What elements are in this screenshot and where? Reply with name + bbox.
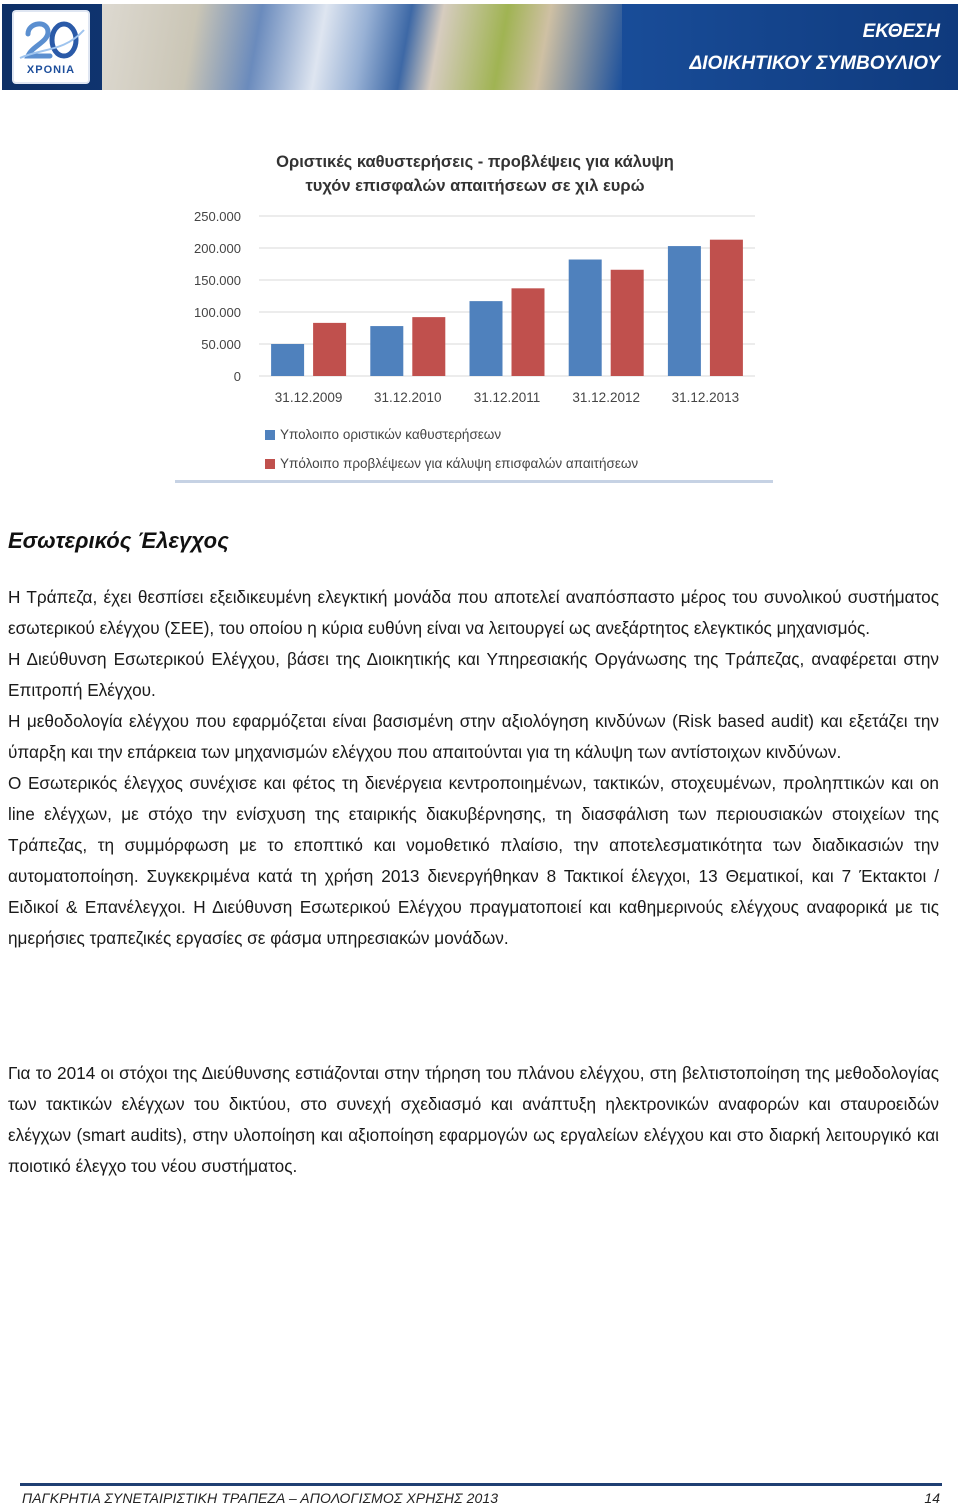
y-tick-label: 250.000 [194, 209, 241, 224]
section-goals [8, 1058, 939, 1182]
bar-arrears-31.12.2010 [370, 326, 403, 376]
x-tick-label: 31.12.2010 [374, 390, 442, 405]
paragraph: Η μεθοδολογία ελέγχου που εφαρμόζεται είναι βασισμένη στην αξιολόγηση κινδύνων (Risk based audit) και εξετάζει την ύπαρξη και την επάρκεια των μηχανισμών ελέγχου που απαιτούνται για τη κάλυψη των αντίστοιχων κινδύνων. [8, 711, 939, 762]
chart-plot [175, 130, 773, 420]
paragraph: Η Τράπεζα, έχει θεσπίσει εξειδικευμένη ελεγκτική μονάδα που αποτελεί αναπόσπαστο μέρος του συνολικού συστήματος εσωτερικού ελέγχου (ΣΕΕ), του οποίου η κύρια ευθύνη είναι να λειτουργεί ως ανεξάρτητος ελεγκτικός μηχανισμός. [8, 587, 939, 638]
x-tick-label: 31.12.2012 [572, 390, 640, 405]
y-tick-label: 50.000 [201, 337, 241, 352]
bar-arrears-31.12.2011 [470, 301, 503, 376]
bar-provisions-31.12.2010 [412, 317, 445, 376]
logo-text: ΧΡΟΝΙΑ [26, 64, 76, 76]
chart-legend [265, 420, 638, 478]
bar-provisions-31.12.2009 [313, 323, 346, 376]
bar-arrears-31.12.2013 [668, 246, 701, 376]
logo-20-icon [14, 12, 88, 64]
bar-provisions-31.12.2013 [710, 240, 743, 376]
x-tick-label: 31.12.2013 [671, 390, 740, 405]
report-title-line2: ΔΙΟΙΚΗΤΙΚΟΥ ΣΥΜΒΟΥΛΙΟΥ [689, 53, 940, 74]
paragraph: Ο Εσωτερικός έλεγχος συνέχισε και φέτος τη διενέργεια κεντροποιημένων, τακτικών, στοχευμένων, προληπτικών και on line ελέγχων, με στόχο την ενίσχυση της εταιρικής διακυβέρνησης, τη διασφάλιση των περιουσιακών στοιχείων της Τράπεζας, τη συμμόρφωση με το εποπτικό και νομοθετικό πλαίσιο, την αποτελεσματικότητα των διαδικασιών την αυτοματοποίηση. Συγκεκριμένα κατά τη χρήση 2013 διενεργήθηκαν 8 Τακτικοί έλεγχοι, 13 Θεματικοί, και 7 Έκτακτοι / Ειδικοί & Επανέλεγχοι. Η Διεύθυνση Εσωτερικού Ελέγχου πραγματοποιεί και καθημερινούς ελέγχους αναφορικά με τις ημερήσιες τραπεζικές εργασίες σε φάσμα υπηρεσιακών μονάδων. [8, 773, 939, 948]
page-number: 14 [924, 1490, 940, 1506]
anniversary-logo [14, 12, 88, 82]
bar-provisions-31.12.2012 [611, 270, 644, 376]
bar-arrears-31.12.2009 [271, 344, 304, 376]
banner-photo [102, 4, 622, 90]
footer-rule [20, 1483, 942, 1486]
legend-item [265, 449, 638, 478]
x-tick-label: 31.12.2009 [274, 390, 343, 405]
legend-label: Υπόλοιπο προβλέψεων για κάλυψη επισφαλών απαιτήσεων [280, 456, 639, 471]
chart [175, 130, 773, 486]
chart-title-line2: τυχόν επισφαλών απαιτήσεων σε χιλ ευρώ [305, 177, 645, 195]
legend-label: Υπολοιπο οριστικών καθυστερήσεων [280, 427, 502, 442]
report-title-line1: ΕΚΘΕΣΗ [862, 21, 940, 42]
y-tick-label: 200.000 [194, 241, 241, 256]
section-title: Εσωτερικός Έλεγχος [8, 528, 229, 553]
legend-swatch-blue [265, 430, 275, 440]
y-tick-label: 0 [233, 369, 241, 384]
paragraph: Η Διεύθυνση Εσωτερικού Ελέγχου, βάσει της Διοικητικής και Υπηρεσιακής Οργάνωσης της Τράπεζας, αναφέρεται στην Επιτροπή Ελέγχου. [8, 649, 939, 700]
footer-title: ΠΑΓΚΡΗΤΙΑ ΣΥΝΕΤΑΙΡΙΣΤΙΚΗ ΤΡΑΠΕΖΑ – ΑΠΟΛΟΓΙΣΜΟΣ ΧΡΗΣΗΣ 2013 [22, 1490, 499, 1506]
legend-swatch-red [265, 459, 275, 469]
legend-item [265, 420, 638, 449]
header-banner [2, 4, 958, 90]
bar-provisions-31.12.2011 [512, 288, 545, 376]
y-tick-label: 100.000 [194, 305, 241, 320]
chart-bottom-border [175, 480, 773, 483]
y-tick-label: 150.000 [194, 273, 241, 288]
x-tick-label: 31.12.2011 [473, 390, 541, 405]
section-body [8, 582, 939, 954]
bar-arrears-31.12.2012 [569, 260, 602, 376]
report-title [690, 16, 940, 80]
chart-title-line1: Οριστικές καθυστερήσεις - προβλέψεις για κάλυψη [276, 153, 674, 171]
paragraph: Για το 2014 οι στόχοι της Διεύθυνσης εστιάζονται στην τήρηση του πλάνου ελέγχου, στη βελτιστοποίηση της μεθοδολογίας των τακτικών ελέγχων του δικτύου, στο συνεχή σχεδιασμό και ανάπτυξη ηλεκτρονικών αναφορών και σταυροειδών ελέγχων (smart audits), στην υλοποίηση και αξιοποίηση εφαρμογών ως εργαλείων ελέγχου και στο διαρκή λειτουργικό και ποιοτικό έλεγχο του νέου συστήματος. [8, 1063, 939, 1176]
